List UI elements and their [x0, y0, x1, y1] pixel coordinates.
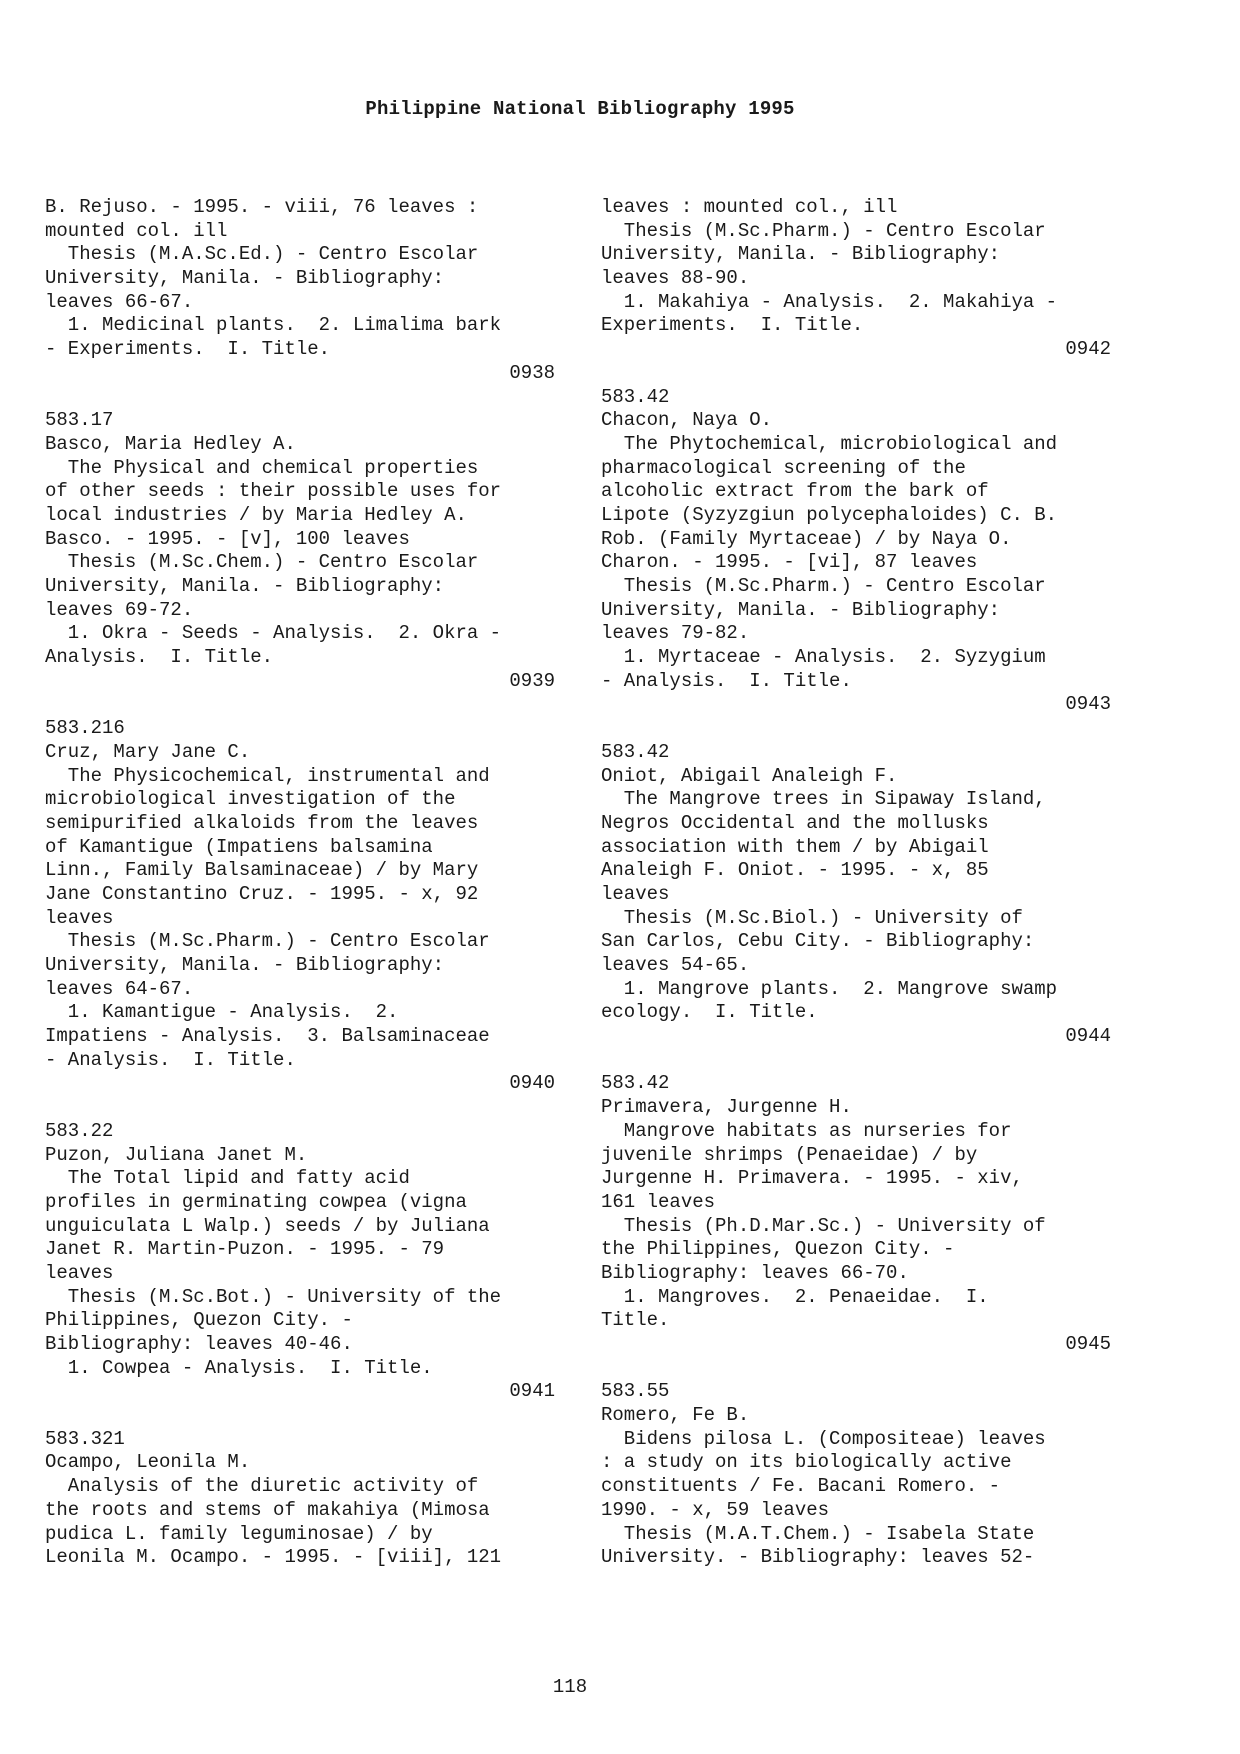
entry-line: University, Manila. - Bibliography:: [601, 598, 1001, 621]
bibliography-entry: [601, 1380, 1111, 1570]
entry-number: 0941: [509, 1380, 555, 1403]
bibliography-entry: [601, 196, 1111, 362]
entry-line: Puzon, Juliana Janet M.: [45, 1143, 308, 1166]
entry-line: 1. Mangrove plants. 2. Mangrove swamp: [601, 977, 1058, 1000]
entry-line: Analysis of the diuretic activity of: [45, 1475, 479, 1498]
entry-line: leaves 69-72.: [45, 598, 194, 621]
entry-line: Cruz, Mary Jane C.: [45, 740, 251, 763]
entry-line: microbiological investigation of the: [45, 788, 456, 811]
bibliography-entry: [45, 409, 555, 693]
entry-line: Bidens pilosa L. (Compositeae) leaves: [601, 1427, 1046, 1450]
entry-line: Thesis (M.Sc.Bot.) - University of the: [45, 1285, 502, 1308]
bibliography-entry: [45, 1428, 555, 1570]
entry-line: leaves : mounted col., ill: [601, 196, 898, 218]
entry-spacer: [45, 1404, 555, 1428]
entry-line: The Phytochemical, microbiological and: [601, 432, 1058, 455]
entry-number: 0939: [509, 669, 555, 692]
entry-line: University. - Bibliography: leaves 52-: [601, 1546, 1035, 1569]
entry-line: pudica L. family leguminosae) / by: [45, 1522, 433, 1545]
entry-line: University, Manila. - Bibliography:: [601, 243, 1001, 266]
entry-line: leaves 64-67.: [45, 977, 194, 1000]
entry-line: University, Manila. - Bibliography:: [45, 575, 445, 597]
page-title: Philippine National Bibliography 1995: [365, 98, 795, 120]
entry-line: 1. Kamantigue - Analysis. 2.: [45, 1001, 399, 1024]
bibliography-entry: [45, 1120, 555, 1404]
bibliography-entry: [601, 741, 1111, 1049]
entry-line: The Physicochemical, instrumental and: [45, 764, 490, 787]
entry-line: University, Manila. - Bibliography:: [45, 954, 445, 976]
entry-line: The Mangrove trees in Sipaway Island,: [601, 788, 1046, 811]
entry-line: Jurgenne H. Primavera. - 1995. - xiv,: [601, 1167, 1023, 1190]
entry-line: Linn., Family Balsaminaceae) / by Mary: [45, 859, 479, 882]
entry-line: unguiculata L Walp.) seeds / by Juliana: [45, 1214, 490, 1237]
right-column: [601, 196, 1111, 1570]
entry-line: pharmacological screening of the: [601, 456, 966, 479]
entry-line: Analeigh F. Oniot. - 1995. - x, 85: [601, 859, 989, 882]
entry-line: - Experiments. I. Title.: [45, 338, 331, 361]
entry-line: San Carlos, Cebu City. - Bibliography:: [601, 930, 1035, 953]
entry-number: 0943: [1065, 693, 1111, 716]
entry-line: B. Rejuso. - 1995. - viii, 76 leaves :: [45, 196, 479, 218]
entry-line: Romero, Fe B.: [601, 1404, 750, 1427]
entry-spacer: [601, 717, 1111, 741]
entry-line: Leonila M. Ocampo. - 1995. - [viii], 121: [45, 1546, 502, 1569]
left-column: [45, 196, 555, 1570]
entry-spacer: [45, 1096, 555, 1120]
bibliography-entry: [601, 1072, 1111, 1356]
entry-line: Bibliography: leaves 66-70.: [601, 1261, 909, 1284]
entry-number: 0940: [509, 1072, 555, 1095]
entry-line: juvenile shrimps (Penaeidae) / by: [601, 1143, 978, 1166]
entry-line: local industries / by Maria Hedley A.: [45, 503, 467, 526]
entry-line: 1. Mangroves. 2. Penaeidae. I.: [601, 1285, 989, 1308]
entry-line: Jane Constantino Cruz. - 1995. - x, 92: [45, 882, 479, 905]
entry-spacer: [601, 1049, 1111, 1073]
entry-line: semipurified alkaloids from the leaves: [45, 811, 479, 834]
entry-line: Thesis (M.A.Sc.Ed.) - Centro Escolar: [45, 243, 479, 266]
entry-line: Charon. - 1995. - [vi], 87 leaves: [601, 551, 978, 574]
bibliography-entry: [45, 717, 555, 1096]
entry-line: leaves 79-82.: [601, 622, 750, 645]
entry-line: 1. Cowpea - Analysis. I. Title.: [45, 1356, 433, 1379]
entry-line: Chacon, Naya O.: [601, 409, 773, 432]
entry-line: Thesis (M.Sc.Biol.) - University of: [601, 906, 1023, 929]
entry-line: the roots and stems of makahiya (Mimosa: [45, 1498, 490, 1521]
entry-line: Janet R. Martin-Puzon. - 1995. - 79: [45, 1238, 445, 1261]
entry-line: alcoholic extract from the bark of: [601, 480, 989, 503]
entry-line: leaves: [45, 906, 114, 929]
entry-line: 583.321: [45, 1427, 125, 1450]
entry-line: Oniot, Abigail Analeigh F.: [601, 764, 898, 787]
entry-line: the Philippines, Quezon City. -: [601, 1238, 955, 1261]
entry-line: 161 leaves: [601, 1190, 716, 1213]
entry-line: - Analysis. I. Title.: [601, 669, 852, 692]
entry-spacer: [45, 693, 555, 717]
entry-line: Basco. - 1995. - [v], 100 leaves: [45, 527, 410, 550]
entry-line: Analysis. I. Title.: [45, 646, 274, 669]
entry-line: 583.55: [601, 1380, 670, 1403]
entry-line: Thesis (M.Sc.Pharm.) - Centro Escolar: [601, 575, 1046, 597]
entry-line: Thesis (M.A.T.Chem.) - Isabela State: [601, 1522, 1035, 1545]
entry-line: 1. Okra - Seeds - Analysis. 2. Okra -: [45, 622, 502, 645]
entry-line: Impatiens - Analysis. 3. Balsaminaceae: [45, 1025, 490, 1048]
entry-line: The Physical and chemical properties: [45, 456, 479, 479]
bibliography-entry: [45, 196, 555, 386]
entry-spacer: [45, 386, 555, 410]
entry-line: Thesis (M.Sc.Pharm.) - Centro Escolar: [601, 219, 1046, 242]
entry-line: Ocampo, Leonila M.: [45, 1451, 251, 1474]
entry-line: 1. Myrtaceae - Analysis. 2. Syzygium: [601, 646, 1046, 669]
entry-line: 1. Makahiya - Analysis. 2. Makahiya -: [601, 290, 1058, 313]
entry-line: constituents / Fe. Bacani Romero. -: [601, 1475, 1001, 1498]
entry-line: of Kamantigue (Impatiens balsamina: [45, 835, 433, 858]
entry-line: Basco, Maria Hedley A.: [45, 432, 296, 455]
entry-number: 0945: [1065, 1333, 1111, 1355]
entry-line: leaves 88-90.: [601, 267, 750, 290]
entry-number: 0944: [1065, 1025, 1111, 1048]
entry-line: Rob. (Family Myrtaceae) / by Naya O.: [601, 527, 1012, 550]
entry-line: 583.22: [45, 1119, 114, 1142]
entry-line: Title.: [601, 1309, 670, 1332]
entry-line: Mangrove habitats as nurseries for: [601, 1119, 1012, 1142]
entry-line: Philippines, Quezon City. -: [45, 1309, 353, 1332]
entry-line: The Total lipid and fatty acid: [45, 1167, 410, 1190]
entry-line: : a study on its biologically active: [601, 1451, 1012, 1474]
entry-line: Bibliography: leaves 40-46.: [45, 1333, 353, 1355]
entry-line: profiles in germinating cowpea (vigna: [45, 1190, 467, 1213]
entry-spacer: [601, 362, 1111, 386]
entry-line: leaves 54-65.: [601, 954, 750, 976]
bibliography-entry: [601, 386, 1111, 718]
entry-number: 0938: [509, 361, 555, 384]
entry-line: of other seeds : their possible uses for: [45, 480, 502, 503]
entry-line: leaves: [45, 1261, 114, 1284]
entry-line: 583.42: [601, 740, 670, 763]
entry-line: 583.216: [45, 717, 125, 740]
entry-line: Primavera, Jurgenne H.: [601, 1096, 852, 1119]
page-number: 118: [552, 1676, 588, 1698]
entry-line: Lipote (Syzyzgiun polycephaloides) C. B.: [601, 503, 1058, 526]
entry-line: Negros Occidental and the mollusks: [601, 811, 989, 834]
entry-line: ecology. I. Title.: [601, 1001, 818, 1024]
entry-line: Thesis (Ph.D.Mar.Sc.) - University of: [601, 1214, 1046, 1237]
entry-line: Experiments. I. Title.: [601, 314, 864, 337]
entry-line: - Analysis. I. Title.: [45, 1048, 296, 1071]
entry-line: association with them / by Abigail: [601, 835, 989, 858]
entry-line: leaves 66-67.: [45, 290, 194, 313]
entry-line: 583.42: [601, 1072, 670, 1095]
entry-line: Thesis (M.Sc.Pharm.) - Centro Escolar: [45, 930, 490, 953]
entry-number: 0942: [1065, 338, 1111, 361]
entry-line: leaves: [601, 882, 670, 905]
entry-line: 583.42: [601, 385, 670, 408]
entry-line: Thesis (M.Sc.Chem.) - Centro Escolar: [45, 551, 479, 574]
entry-line: mounted col. ill: [45, 219, 228, 242]
entry-line: 1990. - x, 59 leaves: [601, 1498, 830, 1521]
entry-line: 1. Medicinal plants. 2. Limalima bark: [45, 314, 502, 337]
entry-spacer: [601, 1357, 1111, 1381]
entry-line: University, Manila. - Bibliography:: [45, 267, 445, 290]
entry-line: 583.17: [45, 409, 114, 432]
